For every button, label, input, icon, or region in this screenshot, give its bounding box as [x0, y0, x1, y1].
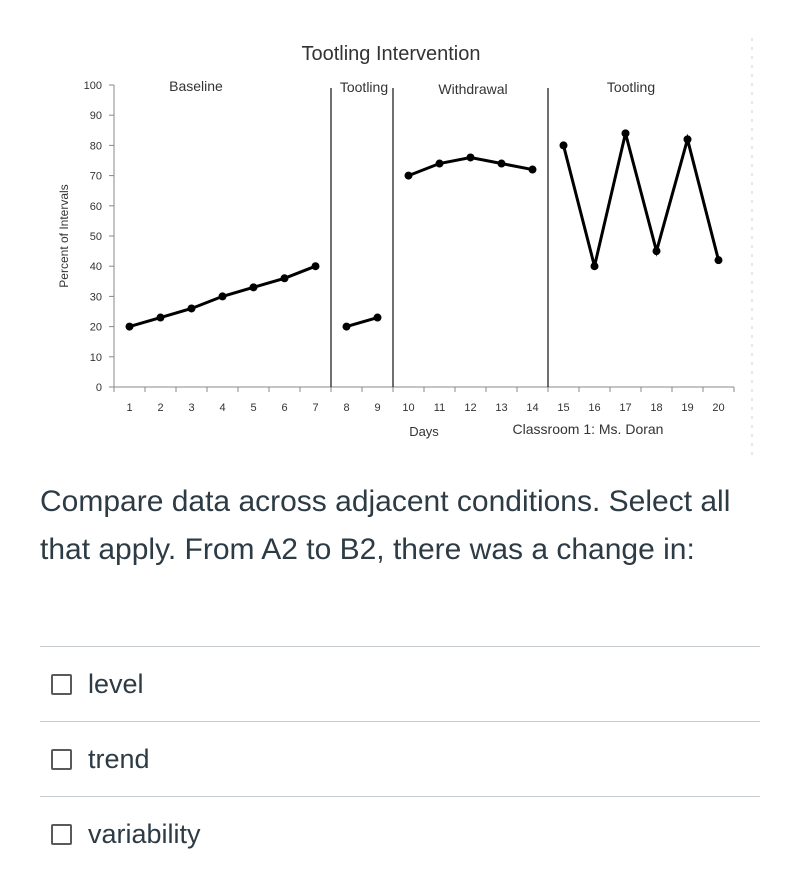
- y-tick-label: 90: [89, 110, 102, 123]
- x-tick-label: 5: [250, 402, 257, 414]
- data-point: [467, 153, 475, 161]
- answer-label: trend: [88, 743, 150, 774]
- data-point: [684, 135, 692, 143]
- answer-label: variability: [88, 819, 201, 849]
- y-tick-label: 0: [95, 382, 102, 394]
- data-point: [529, 166, 537, 174]
- series-line-2: [347, 318, 378, 327]
- x-tick-label: 16: [588, 402, 601, 414]
- x-tick-label: 14: [526, 402, 539, 414]
- y-tick-label: 40: [89, 261, 102, 274]
- x-tick-label: 3: [188, 402, 195, 414]
- chart-caption: Classroom 1: Ms. Doran: [512, 421, 664, 437]
- x-tick-label: 19: [681, 402, 694, 414]
- x-tick-label: 10: [402, 402, 415, 414]
- phase-label-baseline: Baseline: [169, 78, 223, 94]
- chart-title: Tootling Intervention: [301, 43, 481, 65]
- data-point: [312, 262, 320, 270]
- answer-list: [40, 646, 760, 872]
- y-tick-label: 80: [89, 140, 102, 153]
- y-tick-label: 30: [89, 291, 102, 304]
- x-tick-label: 7: [312, 402, 319, 414]
- y-tick-label: 10: [89, 351, 102, 364]
- y-tick-label: 70: [89, 170, 102, 183]
- series-line-4: [564, 133, 719, 266]
- y-tick-label: 60: [89, 200, 102, 213]
- answer-label: level: [88, 668, 144, 699]
- data-point: [498, 160, 506, 168]
- x-tick-label: 4: [219, 402, 226, 414]
- chart-axes: [84, 80, 734, 414]
- y-axis-label: Percent of Intervals: [57, 184, 71, 288]
- data-point: [126, 323, 134, 331]
- phase-label-tootling-2: Tootling: [606, 79, 656, 95]
- x-tick-label: 8: [343, 402, 350, 414]
- data-point: [560, 141, 568, 149]
- x-tick-label: 17: [619, 402, 632, 414]
- y-tick-label: 100: [83, 80, 102, 92]
- data-point: [715, 256, 723, 264]
- answer-option-level[interactable]: [40, 646, 760, 721]
- x-axis-label: Days: [409, 424, 439, 439]
- x-tick-label: 11: [433, 402, 446, 414]
- data-point: [591, 262, 599, 270]
- data-point: [622, 129, 630, 137]
- phase-label-tootling-1: Tootling: [339, 79, 389, 95]
- question-text: Compare data across adjacent conditions. Select all that apply. From A2 to B2, there was a change in:: [40, 485, 731, 566]
- x-tick-label: 12: [464, 402, 477, 414]
- data-point: [219, 292, 227, 300]
- data-point: [343, 323, 351, 331]
- data-point: [281, 274, 289, 282]
- x-tick-label: 2: [157, 402, 164, 414]
- data-point: [250, 283, 258, 291]
- data-point: [653, 247, 661, 255]
- answer-option-trend[interactable]: [40, 721, 760, 796]
- checkbox[interactable]: [51, 749, 72, 770]
- y-tick-label: 20: [89, 321, 102, 334]
- x-tick-label: 9: [374, 402, 381, 414]
- checkbox[interactable]: [51, 824, 72, 845]
- phase-label-withdrawal: Withdrawal: [438, 81, 508, 97]
- x-tick-label: 1: [126, 402, 133, 414]
- x-tick-label: 15: [557, 402, 570, 414]
- x-tick-label: 20: [712, 402, 725, 414]
- data-point: [405, 172, 413, 180]
- x-tick-label: 18: [650, 402, 663, 414]
- x-tick-label: 6: [281, 402, 288, 414]
- checkbox[interactable]: [51, 674, 72, 695]
- data-point: [436, 160, 444, 168]
- chart-marks: [126, 129, 723, 330]
- answer-option-variability[interactable]: [40, 796, 760, 872]
- data-point: [374, 314, 382, 322]
- y-tick-label: 50: [89, 231, 102, 243]
- data-point: [188, 304, 196, 312]
- data-point: [157, 314, 165, 322]
- x-tick-label: 13: [495, 402, 508, 414]
